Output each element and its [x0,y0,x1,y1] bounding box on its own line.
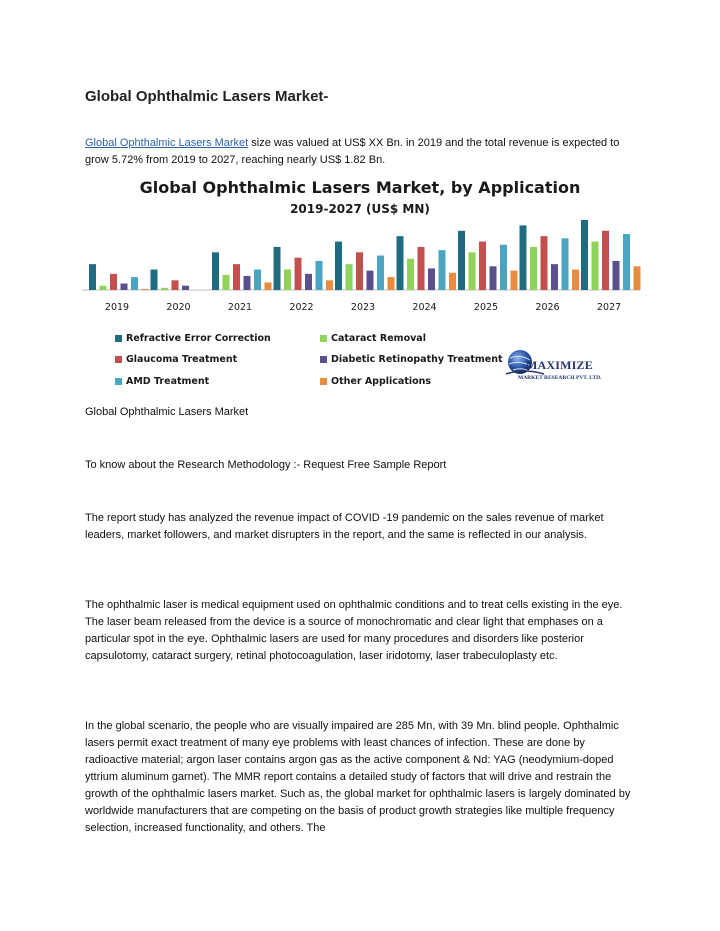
bar-2026-5 [572,270,579,290]
bar-2023-1 [346,264,353,290]
legend-swatch [320,335,327,342]
bar-2023-4 [377,256,384,290]
legend-label: Cataract Removal [331,333,426,344]
x-tick-label: 2021 [227,302,253,313]
chart-title: Global Ophthalmic Lasers Market, by Application [139,178,581,197]
bar-2019-1 [100,286,107,290]
bar-2020-0 [151,270,158,290]
bar-2020-1 [161,288,168,290]
bar-2023-0 [335,242,342,290]
bar-2027-0 [581,220,588,290]
legend-item [320,354,503,365]
legend-item [115,333,271,344]
bar-2024-4 [439,250,446,290]
legend-label: Glaucoma Treatment [126,354,238,365]
bar-2025-1 [469,252,476,290]
bar-2022-2 [295,258,302,290]
legend-item [320,376,431,387]
bar-2021-4 [254,270,261,290]
x-tick-label: 2022 [289,302,314,313]
bar-2019-3 [121,284,128,290]
covid-paragraph: The report study has analyzed the revenue impact of COVID -19 pandemic on the sales revenue of market leaders, market followers, and market disrupters in the report, and the same is reflected in our analysis. [85,512,604,541]
x-tick-label: 2024 [412,302,437,313]
methodology-paragraph: To know about the Research Methodology :- Request Free Sample Report [85,459,447,471]
x-tick-label: 2025 [473,302,499,313]
bar-2021-0 [212,252,219,290]
bar-2022-0 [274,247,281,290]
bar-2021-5 [265,282,272,290]
x-tick-label: 2026 [535,302,560,313]
bar-2026-0 [520,225,527,290]
legend-label: Other Applications [331,376,432,387]
legend-item [320,333,426,344]
logo-wordmark: MAXIMIZE [526,358,593,372]
bar-2024-0 [397,236,404,290]
bar-2021-1 [223,275,230,290]
legend-label: Diabetic Retinopathy Treatment [331,354,503,365]
bar-2020-2 [172,280,179,290]
legend-swatch [115,356,122,363]
legend-label: AMD Treatment [126,376,210,387]
bar-2025-3 [490,266,497,290]
bar-2023-5 [388,277,395,290]
bar-2024-5 [449,273,456,290]
x-tick-label: 2019 [104,302,130,313]
legend-swatch [115,378,122,385]
bar-2019-5 [142,289,149,290]
bar-2025-0 [458,231,465,290]
page-heading: Global Ophthalmic Lasers Market- [85,88,329,105]
bar-2019-2 [110,274,117,290]
bar-2019-0 [89,264,96,290]
chart-subtitle: 2019-2027 (US$ MN) [290,202,430,216]
legend-swatch [115,335,122,342]
bar-2025-2 [479,242,486,290]
bar-2021-3 [244,276,251,290]
bar-2027-4 [623,234,630,290]
x-tick-label: 2020 [166,302,191,313]
bar-2022-3 [305,274,312,290]
bar-2024-3 [428,268,435,290]
legend-swatch [320,356,327,363]
bar-2025-5 [511,271,518,290]
bar-2027-5 [634,266,641,290]
market-link[interactable]: Global Ophthalmic Lasers Market [85,137,249,149]
bar-2022-1 [284,270,291,290]
laser-paragraph: The ophthalmic laser is medical equipment used on ophthalmic conditions and to treat cells existing in the eye. The laser beam released from the device is a source of monochromatic and clear light that emphases on a particular spot in the eye. Ophthalmic lasers are used for many procedures and disorders like posterior capsulotomy, cataract surgery, retinal photocoagulation, laser iridotomy, laser trabeculoplasty etc. [85,599,623,662]
x-tick-label: 2023 [350,302,376,313]
legend-swatch [320,378,327,385]
bar-2020-3 [182,286,189,290]
bar-2019-4 [131,277,138,290]
bar-2024-2 [418,247,425,290]
logo-tagline: MARKET RESEARCH PVT. LTD. [518,375,602,381]
bar-2025-4 [500,245,507,290]
intro-text: size was valued at US$ XX Bn. in 2019 and the total revenue is expected to grow 5.72% from 2019 to 2027, reaching nearly US$ 1.82 Bn. [85,137,620,166]
legend-label: Refractive Error Correction [126,333,271,344]
bar-2026-2 [541,236,548,290]
bar-2026-3 [551,264,558,290]
legend-item [115,376,209,387]
bar-2023-2 [356,252,363,290]
legend-item [115,354,237,365]
bar-2027-3 [613,261,620,290]
bar-2021-2 [233,264,240,290]
bar-2026-4 [562,238,569,290]
x-tick-label: 2027 [596,302,622,313]
figure-caption: Global Ophthalmic Lasers Market [85,406,249,418]
bar-2022-5 [326,280,333,290]
global-scenario-paragraph: In the global scenario, the people who are visually impaired are 285 Mn, with 39 Mn. blind people. Ophthalmic lasers permit exact treatment of many eye problems with least chances of infection. These are done by radioactive material; argon laser contains argon gas as the active component & Nd: YAG (neodymium-doped yttrium aluminum garnet). The MMR report contains a detailed study of factors that will drive and restrain the growth of the ophthalmic lasers market. Such as, the global market for ophthalmic lasers is largely dominated by worldwide manufacturers that are competing on the basis of product growth strategies like multiple frequency selection, increased functionality, and others. The [85,720,631,834]
bar-2022-4 [316,261,323,290]
bar-2027-1 [592,242,599,290]
bar-2026-1 [530,247,537,290]
bar-2027-2 [602,231,609,290]
bar-2024-1 [407,259,414,290]
bar-2023-3 [367,271,374,290]
